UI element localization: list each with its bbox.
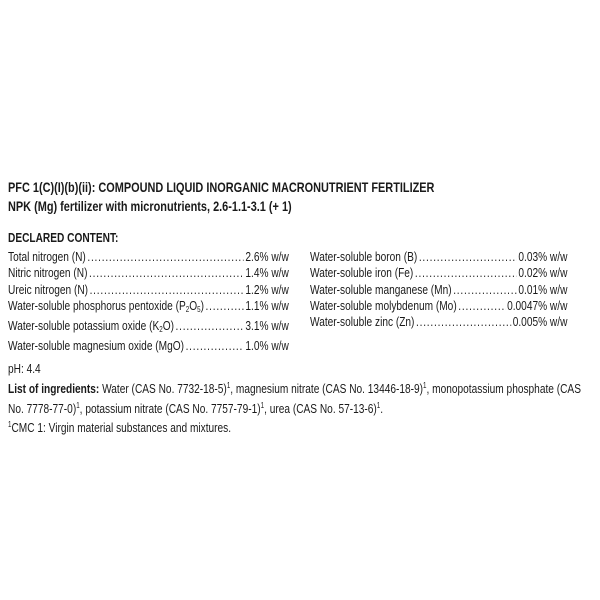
footnote: $^1$CMC 1: Virgin material substances and mixtures. [8, 420, 232, 435]
nutrient-row: Water-soluble molybdenum (Mo) ..... 0.0047% w/w [310, 298, 567, 314]
nutrient-row: Ureic nitrogen (N) ..... 1.2% w/w [8, 282, 289, 298]
ingredients-label: List of ingredients: [8, 381, 100, 396]
declared-content-heading: DECLARED CONTENT: [8, 230, 119, 245]
macronutrient-column [8, 249, 289, 355]
product-title: PFC 1(C)(I)(b)(ii): COMPOUND LIQUID INORGANIC MACRONUTRIENT FERTILIZER [8, 179, 435, 195]
nutrient-row: Water-soluble iron (Fe) ..... 0.02% w/w [310, 265, 567, 281]
micronutrient-column [310, 249, 567, 330]
nutrient-row: Water-soluble zinc (Zn) ..... 0.005% w/w [310, 314, 567, 330]
fertilizer-label [8, 178, 592, 437]
nutrient-row: Water-soluble magnesium oxide (MgO) ..... 1.0% w/w [8, 338, 289, 354]
nutrient-row: Nitric nitrogen (N) ..... 1.4% w/w [8, 265, 289, 281]
nutrient-row: Water-soluble manganese (Mn) ..... 0.01% w/w [310, 282, 567, 298]
declared-content-table [8, 249, 592, 359]
nutrient-row: Water-soluble phosphorus pentoxide $(P_2O_5)$ ..... 1.1% w/w [8, 298, 289, 318]
product-subtitle: NPK (Mg) fertilizer with micronutrients, 2.6-1.1-3.1 (+ 1) [8, 198, 292, 214]
ingredients-list: List of ingredients: Water (CAS No. 7732-18-5)$^1$, magnesium nitrate (CAS No. 13446-18-9)$^1$, monopotassium phosphate (CAS No. 7778-77-0)$^1$, potassium nitrate (CAS No. 7757-79-1)$^1$, urea (CAS No. 57-13-6)$^1$. [8, 381, 581, 416]
nutrient-row: Water-soluble boron (B) ..... 0.03% w/w [310, 249, 567, 265]
ph-value: pH: 4.4 [8, 361, 41, 376]
nutrient-row: Water-soluble potassium oxide $(K_2O)$ ..... 3.1% w/w [8, 318, 289, 338]
nutrient-row: Total nitrogen (N) ..... 2.6% w/w [8, 249, 289, 265]
